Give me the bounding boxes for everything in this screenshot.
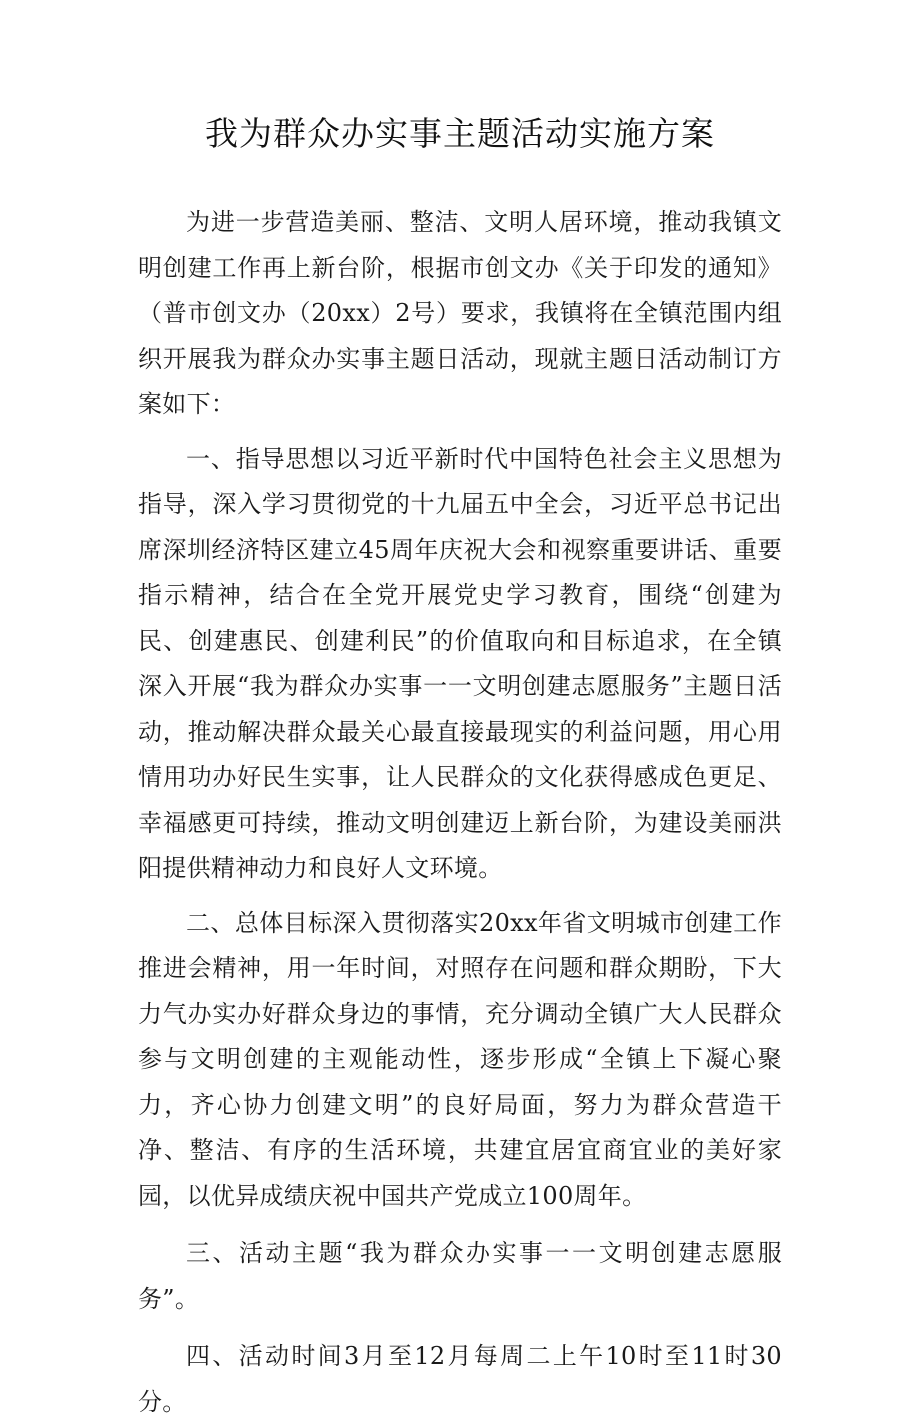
paragraph-intro: 为进一步营造美丽、整洁、文明人居环境，推动我镇文明创建工作再上新台阶，根据市创文办《关于印发的通知》（普市创文办（20xx）2号）要求，我镇将在全镇范围内组织开展我为群众办实事主题日活动，现就主题日活动制订方案如下： [138,208,782,418]
paragraph-guiding-ideology: 一、指导思想以习近平新时代中国特色社会主义思想为指导，深入学习贯彻党的十九届五中全会，习近平总书记出席深圳经济特区建立45周年庆祝大会和视察重要讲话、重要指示精神，结合在全党开展党史学习教育，围绕“创建为民、创建惠民、创建利民”的价值取向和目标追求，在全镇深入开展“我为群众办实事一一文明创建志愿服务”主题日活动，推动解决群众最关心最直接最现实的利益问题，用心用情用功办好民生实事，让人民群众的文化获得感成色更足、幸福感更可持续，推动文明创建迈上新台阶，为建设美丽洪阳提供精神动力和良好人文环境。 [138,444,782,882]
document-body [138,200,782,1425]
paragraph-activity-time: 四、活动时间3月至12月每周二上午10时至11时30分。 [138,1342,782,1416]
paragraph-activity-theme: 三、活动主题“我为群众办实事一一文明创建志愿服务”。 [138,1239,782,1313]
paragraph-overall-goal: 二、总体目标深入贯彻落实20xx年省文明城市创建工作推进会精神，用一年时间，对照存在问题和群众期盼，下大力气办实办好群众身边的事情，充分调动全镇广大人民群众参与文明创建的主观能动性，逐步形成“全镇上下凝心聚力，齐心协力创建文明”的良好局面，努力为群众营造干净、整洁、有序的生活环境，共建宜居宜商宜业的美好家园，以优异成绩庆祝中国共产党成立100周年。 [138,908,782,1210]
document-title: 我为群众办实事主题活动实施方案 [205,114,715,153]
